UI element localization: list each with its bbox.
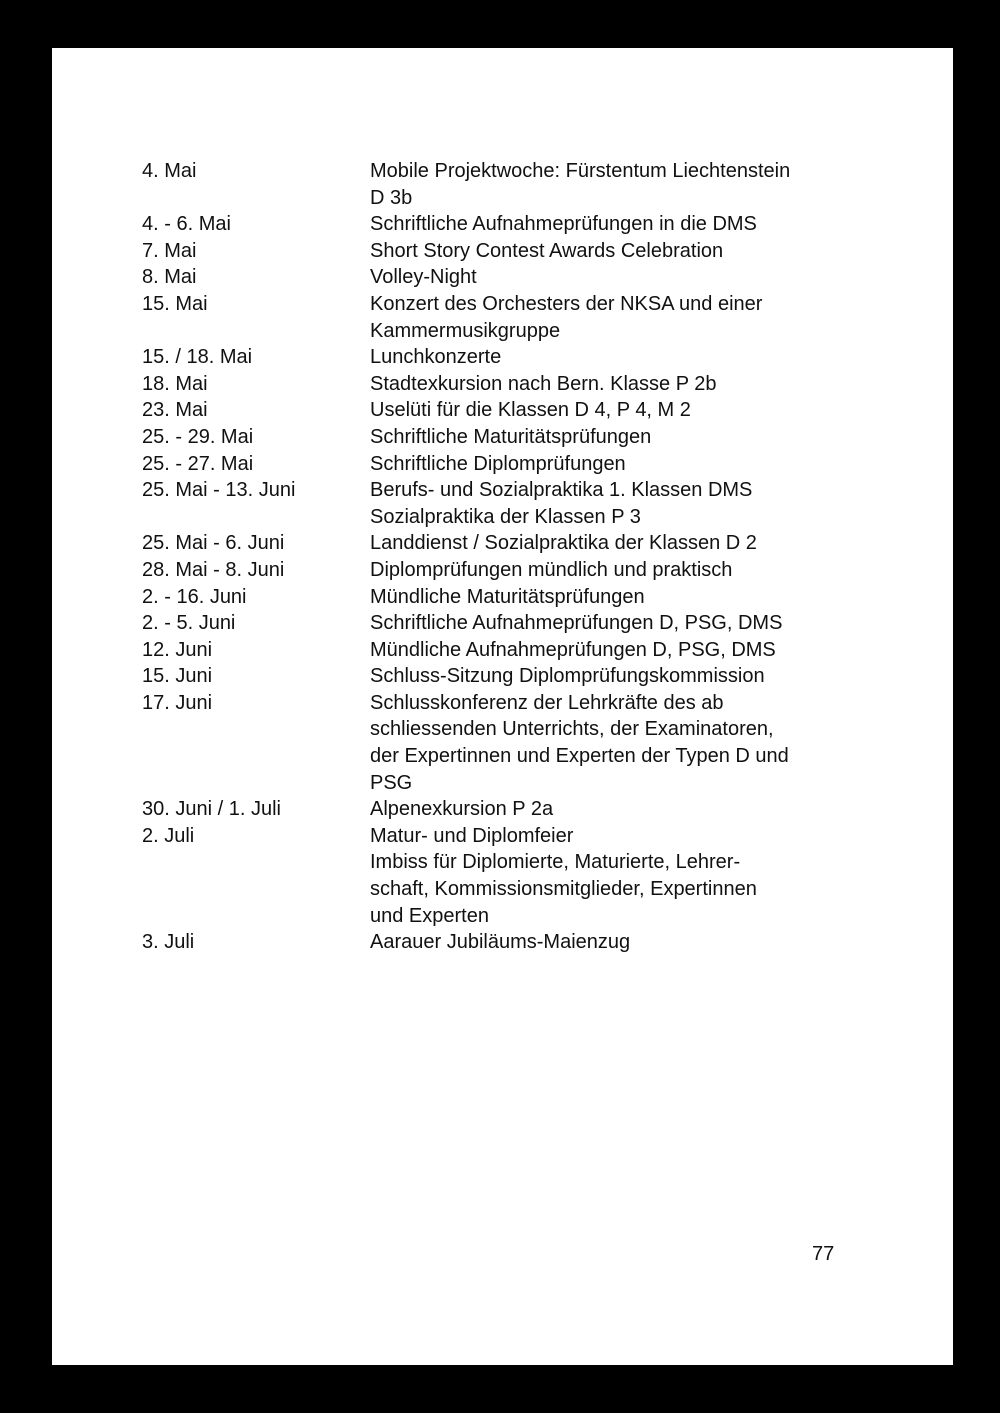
event-description — [370, 663, 862, 690]
event-row — [142, 796, 862, 823]
event-row — [142, 663, 862, 690]
event-row — [142, 530, 862, 557]
event-date: 2. - 5. Juni — [142, 612, 236, 635]
event-row — [142, 451, 862, 478]
event-description-line: Aarauer Jubiläums-Maienzug — [370, 931, 631, 954]
event-description-line: Schriftliche Diplomprüfungen — [370, 452, 626, 475]
event-date: 15. Juni — [142, 665, 213, 688]
event-description-line: Mündliche Maturitätsprüfungen — [370, 585, 645, 608]
event-description-line: schliessenden Unterrichts, der Examinatoren, — [370, 718, 774, 741]
event-description-line: Matur- und Diplomfeier — [370, 824, 574, 847]
event-description — [370, 424, 862, 451]
event-description-line: Schluss-Sitzung Diplomprüfungskommission — [370, 665, 765, 688]
event-date: 15. / 18. Mai — [142, 346, 253, 369]
event-description — [370, 690, 862, 796]
event-date: 23. Mai — [142, 399, 208, 422]
event-row — [142, 158, 862, 211]
event-row — [142, 344, 862, 371]
event-description — [370, 397, 862, 424]
event-row — [142, 238, 862, 265]
event-description — [370, 291, 862, 344]
event-description-line: Sozialpraktika der Klassen P 3 — [370, 505, 641, 528]
event-description — [370, 211, 862, 238]
event-date: 15. Mai — [142, 292, 208, 315]
event-description-line: PSG — [370, 771, 413, 794]
event-date: 8. Mai — [142, 266, 197, 289]
event-description — [370, 158, 862, 211]
event-row — [142, 477, 862, 530]
event-description-line: Lunchkonzerte — [370, 346, 502, 369]
event-date: 3. Juli — [142, 931, 195, 954]
event-row — [142, 823, 862, 929]
event-description-line: Alpenexkursion P 2a — [370, 798, 554, 821]
event-description — [370, 451, 862, 478]
event-description-line: Schriftliche Aufnahmeprüfungen in die DMS — [370, 213, 757, 236]
event-row — [142, 584, 862, 611]
event-date: 25. Mai - 13. Juni — [142, 479, 296, 502]
event-date: 25. - 29. Mai — [142, 425, 254, 448]
event-description-line: und Experten — [370, 904, 489, 927]
event-date: 25. Mai - 6. Juni — [142, 532, 285, 555]
event-description-line: Imbiss für Diplomierte, Maturierte, Lehrer- — [370, 851, 741, 874]
event-row — [142, 424, 862, 451]
event-date: 30. Juni / 1. Juli — [142, 798, 281, 821]
event-schedule — [142, 158, 862, 956]
event-date: 12. Juni — [142, 638, 213, 661]
event-description-line: schaft, Kommissionsmitglieder, Expertinnen — [370, 878, 757, 901]
event-row — [142, 211, 862, 238]
event-row — [142, 557, 862, 584]
event-description-line: Mündliche Aufnahmeprüfungen D, PSG, DMS — [370, 638, 776, 661]
event-date: 2. - 16. Juni — [142, 585, 247, 608]
event-row — [142, 690, 862, 796]
event-description — [370, 796, 862, 823]
event-description-line: Kammermusikgruppe — [370, 319, 561, 342]
event-row — [142, 397, 862, 424]
event-date: 18. Mai — [142, 372, 208, 395]
event-date: 25. - 27. Mai — [142, 452, 254, 475]
event-description — [370, 929, 862, 956]
event-description-line: Mobile Projektwoche: Fürstentum Liechtenstein — [370, 160, 791, 182]
page-number: 77 — [812, 1243, 835, 1265]
event-row — [142, 371, 862, 398]
event-date: 4. Mai — [142, 160, 197, 182]
event-date: 4. - 6. Mai — [142, 213, 231, 236]
event-date: 17. Juni — [142, 691, 213, 714]
event-description — [370, 637, 862, 664]
event-description-line: Landdienst / Sozialpraktika der Klassen D 2 — [370, 532, 757, 555]
event-description-line: Diplomprüfungen mündlich und praktisch — [370, 558, 733, 581]
event-description-line: Konzert des Orchesters der NKSA und einer — [370, 292, 763, 315]
event-description-line: Volley-Night — [370, 266, 477, 289]
event-row — [142, 637, 862, 664]
event-description — [370, 530, 862, 557]
event-row — [142, 929, 862, 956]
event-row — [142, 264, 862, 291]
event-date: 2. Juli — [142, 824, 195, 847]
event-description-line: Schriftliche Maturitätsprüfungen — [370, 425, 652, 448]
event-description — [370, 610, 862, 637]
event-description — [370, 238, 862, 265]
event-description — [370, 344, 862, 371]
event-description-line: Stadtexkursion nach Bern. Klasse P 2b — [370, 372, 717, 395]
event-date: 7. Mai — [142, 239, 197, 262]
event-description-line: der Expertinnen und Experten der Typen D und — [370, 745, 789, 768]
event-description — [370, 584, 862, 611]
event-description-line: Schlusskonferenz der Lehrkräfte des ab — [370, 691, 724, 714]
event-description-line: Uselüti für die Klassen D 4, P 4, M 2 — [370, 399, 691, 422]
event-description — [370, 477, 862, 530]
document-page — [52, 48, 953, 1365]
event-description — [370, 264, 862, 291]
event-description — [370, 823, 862, 929]
event-description-line: Berufs- und Sozialpraktika 1. Klassen DMS — [370, 479, 753, 502]
event-description-line: Short Story Contest Awards Celebration — [370, 239, 724, 262]
event-date: 28. Mai - 8. Juni — [142, 558, 285, 581]
event-description — [370, 371, 862, 398]
event-description — [370, 557, 862, 584]
event-description-line: D 3b — [370, 186, 413, 209]
event-description-line: Schriftliche Aufnahmeprüfungen D, PSG, DMS — [370, 612, 783, 635]
event-row — [142, 610, 862, 637]
event-row — [142, 291, 862, 344]
